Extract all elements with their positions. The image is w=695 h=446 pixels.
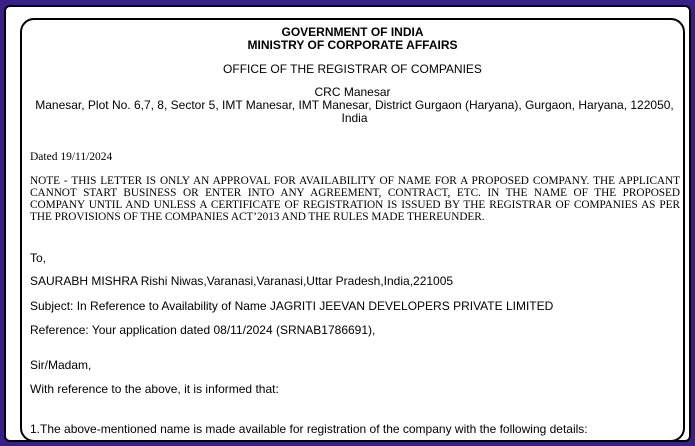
page-frame: [4, 5, 691, 442]
office-address: Manesar, Plot No. 6,7, 8, Sector 5, IMT Manesar, IMT Manesar, District Gurgaon (Haryana), Gurgaon, Haryana, 122050, India: [35, 98, 674, 125]
reference-line: Reference: Your application dated 08/11/2024 (SRNAB1786691),: [30, 323, 376, 337]
salutation: Sir/Madam,: [30, 358, 92, 372]
letter-document: [20, 18, 685, 442]
intro-text: With reference to the above, it is informed that:: [30, 382, 279, 396]
subject-line: Subject: In Reference to Availability of Name JAGRITI JEEVAN DEVELOPERS PRIVATE LIMITED: [30, 299, 554, 313]
crc-name: CRC Manesar: [314, 85, 391, 99]
list-item: 1.The above-mentioned name is made available for registration of the company with the following details:: [30, 422, 588, 436]
recipient-address: SAURABH MISHRA Rishi Niwas,Varanasi,Varanasi,Uttar Pradesh,India,221005: [30, 274, 454, 288]
ministry-heading: MINISTRY OF CORPORATE AFFAIRS: [247, 38, 458, 52]
to-label: To,: [30, 251, 47, 265]
office-heading: OFFICE OF THE REGISTRAR OF COMPANIES: [223, 62, 482, 76]
government-heading: GOVERNMENT OF INDIA: [281, 25, 424, 39]
letter-date: Dated 19/11/2024: [30, 151, 113, 163]
approval-note: NOTE - THIS LETTER IS ONLY AN APPROVAL FOR AVAILABILITY OF NAME FOR A PROPOSED COMPANY. THE APPLICANT CANNOT START BUSINESS OR ENTER INTO ANY AGREEMENT, CONTRACT, ETC. IN THE NAME OF THE PROPOSED COMPANY UNTIL AND UNLESS A CERTIFICATE OF REGISTRATION IS ISSUED BY THE REGISTRAR OF COMPANIES AS PER THE PROVISIONS OF THE COMPANIES ACT’2013 AND THE RULES MADE THEREUNDER.: [30, 175, 680, 223]
